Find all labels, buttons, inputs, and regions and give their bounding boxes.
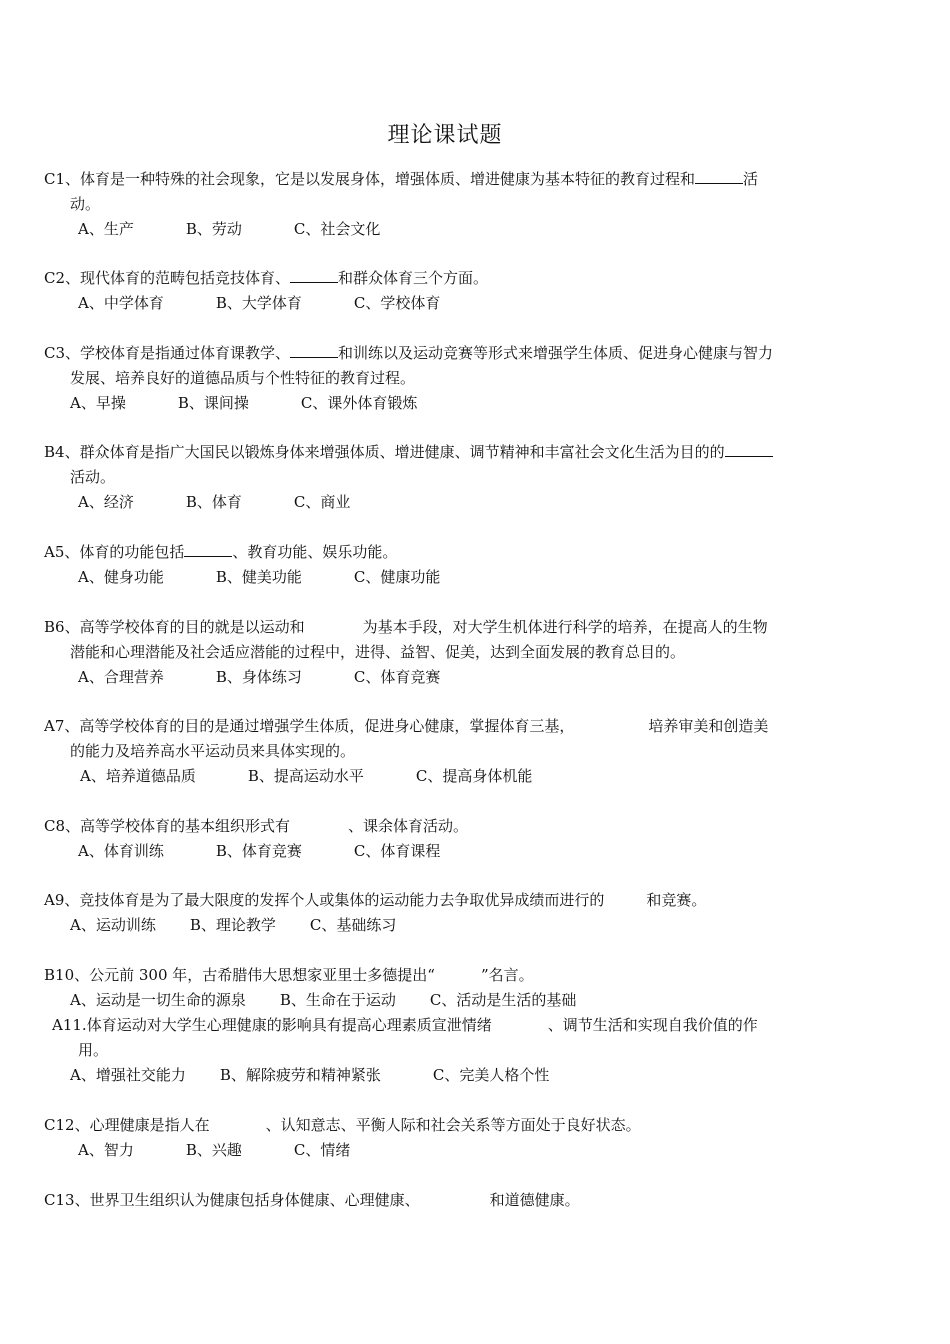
answer-options [44,391,844,416]
option-b: B、健美功能 [215,568,302,586]
question-text: A5、体育的功能包括 、教育功能、娱乐功能。 [44,540,844,565]
question-text: A11.体育运动对大学生心理健康的影响具有提高心理素质宣泄情绪 、调节生活和实现自我价值的作 [52,1016,758,1034]
answer-options [44,565,844,590]
option-b: B、大学体育 [215,294,302,312]
question-a7 [44,714,844,789]
question-text-continued: 动。 [70,195,101,213]
question-text-continued: 发展、培养良好的道德品质与个性特征的教育过程。 [70,369,416,387]
answer-options [44,764,844,789]
question-b4 [44,440,844,515]
question-c13 [44,1188,844,1213]
option-a: A、生产 [78,220,134,238]
question-text: B4、群众体育是指广大国民以锻炼身体来增强体质、增进健康、调节精神和丰富社会文化生活为目的的 [44,440,844,465]
question-text: C1、体育是一种特殊的社会现象，它是以发展身体，增强体质、增进健康为基本特征的教育过程和 活 [44,167,844,192]
option-c: C、完美人格个性 [432,1066,550,1084]
answer-options [44,839,844,864]
answer-blank [725,440,773,457]
option-c: C、基础练习 [309,916,397,934]
option-b: B、提高运动水平 [247,767,364,785]
question-text-continued: 活动。 [70,468,116,486]
answer-blank [290,341,338,358]
question-text: B10、公元前 300 年，古希腊伟大思想家亚里士多德提出“ ”名言。 [44,966,534,984]
question-text-continued: 用。 [78,1041,109,1059]
option-c: C、情绪 [293,1141,351,1159]
option-c: C、提高身体机能 [415,767,533,785]
option-c: C、商业 [293,493,351,511]
option-c: C、社会文化 [293,220,381,238]
question-c3 [44,341,844,416]
question-a11 [52,1013,852,1088]
option-a: A、运动是一切生命的源泉 [70,991,246,1009]
option-b: B、兴趣 [185,1141,242,1159]
option-b: B、身体练习 [215,668,302,686]
answer-options [44,217,844,242]
option-b: B、解除疲劳和精神紧张 [219,1066,381,1084]
question-text: C13、世界卫生组织认为健康包括身体健康、心理健康、 和道德健康。 [44,1191,580,1209]
option-b: B、课间操 [177,394,249,412]
answer-options [52,1063,852,1088]
question-text: B6、高等学校体育的目的就是以运动和 为基本手段，对大学生机体进行科学的培养，在提高人的生物 [44,618,768,636]
option-a: A、体育训练 [78,842,164,860]
option-b: B、劳动 [185,220,242,238]
option-c: C、健康功能 [353,568,441,586]
option-c: C、体育竞赛 [353,668,441,686]
option-c: C、活动是生活的基础 [429,991,577,1009]
question-text: C2、现代体育的范畴包括竞技体育、 和群众体育三个方面。 [44,266,844,291]
option-a: A、培养道德品质 [80,767,196,785]
answer-options [44,665,844,690]
question-text: A9、竞技体育是为了最大限度的发挥个人或集体的运动能力去争取优异成绩而进行的 和竞赛。 [44,891,707,909]
option-a: A、健身功能 [78,568,164,586]
answer-options [44,988,844,1013]
question-c12 [44,1113,844,1163]
question-a5 [44,540,844,590]
answer-options [44,913,844,938]
question-b10 [44,963,844,1013]
option-a: A、中学体育 [78,294,164,312]
question-c8 [44,814,844,864]
option-c: C、体育课程 [353,842,441,860]
answer-blank [184,540,232,557]
question-b6 [44,615,844,690]
option-a: A、运动训练 [70,916,156,934]
option-b: B、体育 [185,493,242,511]
question-text: C3、学校体育是指通过体育课教学、 和训练以及运动竞赛等形式来增强学生体质、促进身心健康与智力 [44,341,844,366]
question-text: C8、高等学校体育的基本组织形式有 、课余体育活动。 [44,817,469,835]
answer-options [44,1138,844,1163]
answer-options [44,490,844,515]
option-a: A、早操 [70,394,126,412]
answer-blank [695,167,743,184]
option-a: A、增强社交能力 [70,1066,186,1084]
option-c: C、课外体育锻炼 [300,394,418,412]
question-text-continued: 潜能和心理潜能及社会适应潜能的过程中，进得、益智、促美，达到全面发展的教育总目的。 [70,643,686,661]
option-a: A、智力 [78,1141,134,1159]
option-a: A、合理营养 [78,668,164,686]
option-b: B、体育竞赛 [215,842,302,860]
question-c2 [44,266,844,316]
answer-blank [290,266,338,283]
question-text: A7、高等学校体育的目的是通过增强学生体质，促进身心健康，掌握体育三基， 培养审美和创造美 [44,717,769,735]
option-a: A、经济 [78,493,134,511]
option-b: B、生命在于运动 [279,991,396,1009]
option-c: C、学校体育 [353,294,441,312]
question-c1 [44,167,844,242]
question-text: C12、心理健康是指人在 、认知意志、平衡人际和社会关系等方面处于良好状态。 [44,1116,641,1134]
page-title: 理论课试题 [387,123,503,148]
answer-options [44,291,844,316]
option-b: B、理论教学 [189,916,276,934]
question-text-continued: 的能力及培养高水平运动员来具体实现的。 [70,742,356,760]
question-a9 [44,888,844,938]
